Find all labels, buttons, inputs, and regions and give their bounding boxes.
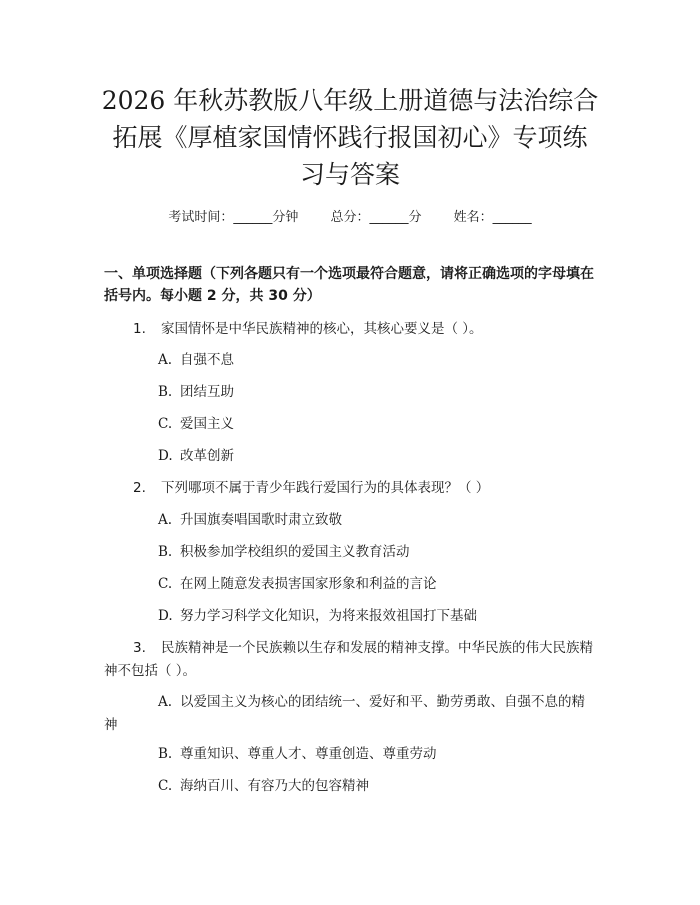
question-text: 民族精神是一个民族赖以生存和发展的精神支撑。中华民族的伟大民族精 [161, 640, 593, 656]
question-2-option-a: A. 升国旗奏唱国歌时肃立致敬 [158, 512, 342, 528]
document-title [90, 82, 610, 193]
question-number: 2. [133, 480, 146, 496]
question-2-option-c: C. 在网上随意发表损害国家形象和利益的言论 [158, 576, 437, 592]
title-line-2: 拓展《厚植家国情怀践行报国初心》专项练 [112, 123, 588, 152]
question-3 [133, 636, 603, 660]
question-3-continuation: 神不包括（ ）。 [104, 663, 197, 679]
title-line-3: 习与答案 [299, 160, 400, 189]
student-name: 姓名：______ [453, 210, 532, 225]
question-1-option-b: B. 团结互助 [158, 384, 234, 400]
question-1-option-a: A. 自强不息 [158, 352, 234, 368]
question-number: 3. [133, 640, 146, 656]
title-line-1: 2026 年秋苏教版八年级上册道德与法治综合 [101, 86, 599, 115]
question-2-option-b: B. 积极参加学校组织的爱国主义教育活动 [158, 544, 410, 560]
question-3-option-c: C. 海纳百川、有容乃大的包容精神 [158, 778, 369, 794]
section-heading: 一、单项选择题（下列各题只有一个选项最符合题意，请将正确选项的字母填在括号内。每小题 2 分，共 30 分） [104, 266, 594, 304]
question-2-option-d: D. 努力学习科学文化知识，为将来报效祖国打下基础 [158, 608, 477, 624]
question-3-option-b: B. 尊重知识、尊重人才、尊重创造、尊重劳动 [158, 746, 437, 762]
question-1 [133, 317, 603, 341]
question-3-option-a: A. 以爱国主义为核心的团结统一、爱好和平、勤劳勇敢、自强不息的精 [158, 694, 585, 710]
question-1-option-c: C. 爱国主义 [158, 416, 234, 432]
question-1-option-d: D. 改革创新 [158, 448, 234, 464]
question-3-option-a-continuation: 神 [104, 717, 118, 733]
exam-time: 考试时间：______分钟 [168, 210, 299, 225]
exam-info [0, 206, 700, 225]
question-2 [133, 476, 603, 500]
question-text: 家国情怀是中华民族精神的核心，其核心要义是（ ）。 [161, 321, 483, 337]
exam-total-score: 总分：______分 [330, 210, 422, 225]
question-text: 下列哪项不属于青少年践行爱国行为的具体表现？（ ） [161, 480, 490, 496]
question-number: 1. [133, 321, 146, 337]
